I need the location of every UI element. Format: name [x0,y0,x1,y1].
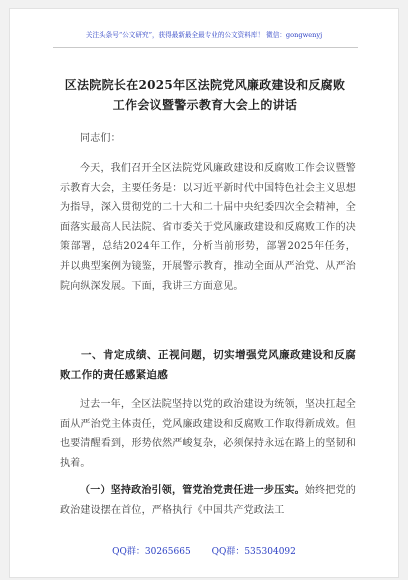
greeting: 同志们： [80,133,121,144]
footer-qq-group-1: QQ群：30265665 [112,547,191,557]
document-page [9,8,399,578]
section-heading-1: 一、肯定成绩、正视问题，切实增强党风廉政建设和反腐败工作的责任感紧迫感 [60,349,356,381]
subsection-1-text: 始终把党的政治建设摆在首位，严格执行《中国共产党政法工 [60,485,356,516]
header-divider [53,47,358,48]
paragraph-intro: 今天，我们召开全区法院党风廉政建设和反腐败工作会议暨警示教育大会，主要任务是：以习近平新时代中国特色社会主义思想为指导，深入贯彻党的二十大和二十届中央纪委四次全会精神，全面落实最高人民法院、省市委关于党风廉政建设和反腐败工作的决策部署，总结2024年工作，分析当前形势，部署2025年任务，并以典型案例为镜鉴，开展警示教育，推动全面从严治党、从严治院向纵深发展。下面，我讲三方面意见。 [60,163,356,292]
paragraph-review: 过去一年，全区法院坚持以党的政治建设为统领，坚决扛起全面从严治党主体责任，党风廉政建设和反腐败工作取得新成效。但也要清醒看到，形势依然严峻复杂，必须保持永远在路上的坚韧和执着。 [60,399,356,469]
footer-qq-group-2: QQ群：535304092 [211,547,296,557]
header-promo-note: 关注头条号“公文研究”，获得最新最全最专业的公文资料库！ 微信：gongwenyj [85,31,323,39]
document-title: 区法院院长在2025年区法院党风廉政建设和反腐败工作会议暨警示教育大会上的讲话 [64,78,346,112]
footer-qq-groups [10,544,398,557]
paragraph-subsection-1 [60,481,356,520]
subsection-heading-1: （一）坚持政治引领，管党治党责任进一步压实。 [80,485,305,496]
